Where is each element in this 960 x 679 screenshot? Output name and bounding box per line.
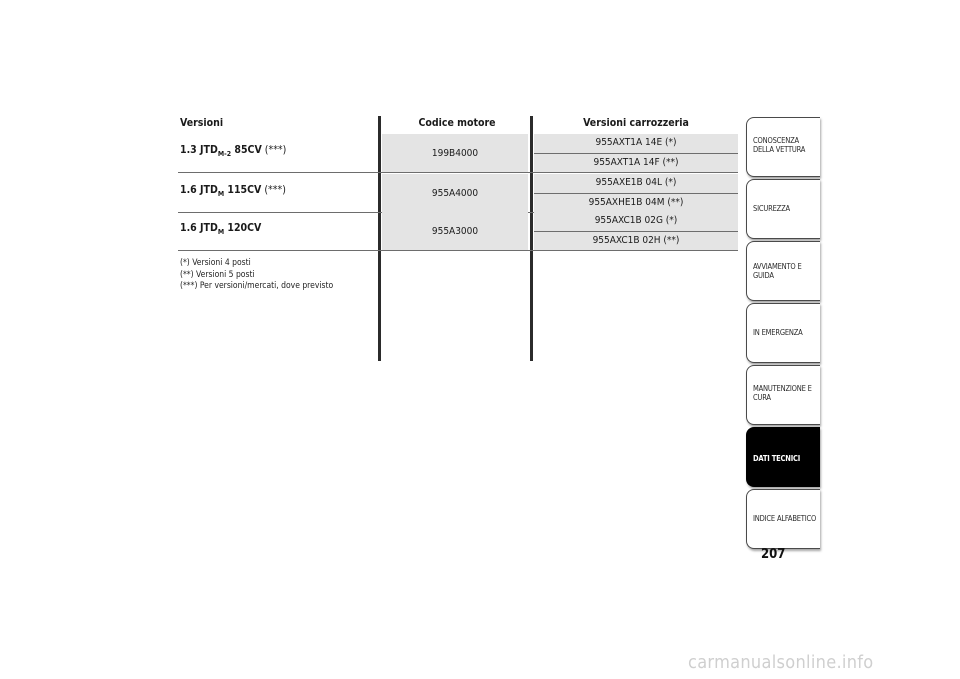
tab-indice-alfabetico[interactable]	[746, 489, 820, 549]
header-versioni-carrozzeria: Versioni carrozzeria	[583, 117, 689, 129]
row-divider	[178, 250, 738, 251]
engine-name: 1.3 $JTD_{M-2}$ 85CV (***)	[180, 144, 287, 158]
footnotes	[180, 258, 333, 293]
body-version-cell: 955AXT1A 14F (**)	[534, 154, 738, 173]
footnote: (***) Per versioni/mercati, dove previsto	[180, 281, 334, 291]
watermark: carmanualsonline.info	[688, 652, 874, 673]
tab-label: MANUTENZIONE E CURA	[753, 384, 812, 402]
row-divider	[178, 172, 738, 173]
tab-label: AVVIAMENTO E GUIDA	[753, 262, 802, 280]
table-row	[178, 134, 738, 173]
body-version-cell: 955AXC1B 02G (*)	[534, 212, 738, 231]
footnote: (*) Versioni 4 posti	[180, 258, 251, 268]
engine-code: 955A4000	[382, 174, 528, 213]
body-version-cell: 955AXT1A 14E (*)	[534, 134, 738, 153]
engine-name: 1.6 $JTD_M$ 120CV	[180, 222, 262, 236]
page-number: 207	[761, 547, 786, 562]
tab-sicurezza[interactable]	[746, 179, 820, 239]
header-versioni: Versioni	[180, 117, 224, 129]
table-row	[178, 212, 738, 251]
engine-code: 199B4000	[382, 134, 528, 173]
tab-label: CONOSCENZA DELLA VETTURA	[753, 136, 806, 154]
tab-manutenzione-e-cura[interactable]	[746, 365, 820, 425]
tab-label: DATI TECNICI	[753, 454, 801, 463]
footnote: (**) Versioni 5 posti	[180, 269, 255, 280]
engine-name: 1.6 $JTD_M$ 115CV (***)	[180, 184, 286, 198]
engine-code: 955A3000	[382, 212, 528, 251]
tab-conoscenza-della-vettura[interactable]	[746, 117, 820, 177]
tab-label: IN EMERGENZA	[753, 328, 803, 337]
body-version-cell: 955AXHE1B 04M (**)	[534, 194, 738, 213]
body-version-cell: 955AXE1B 04L (*)	[534, 174, 738, 193]
tab-avviamento-e-guida[interactable]	[746, 241, 820, 301]
body-version-cell: 955AXC1B 02H (**)	[534, 232, 738, 251]
tab-label: INDICE ALFABETICO	[753, 514, 817, 523]
tab-label: SICUREZZA	[753, 204, 790, 213]
header-codice-motore: Codice motore	[418, 117, 496, 129]
table-row	[178, 174, 738, 213]
tab-dati-tecnici[interactable]	[746, 427, 820, 487]
tab-in-emergenza[interactable]	[746, 303, 820, 363]
